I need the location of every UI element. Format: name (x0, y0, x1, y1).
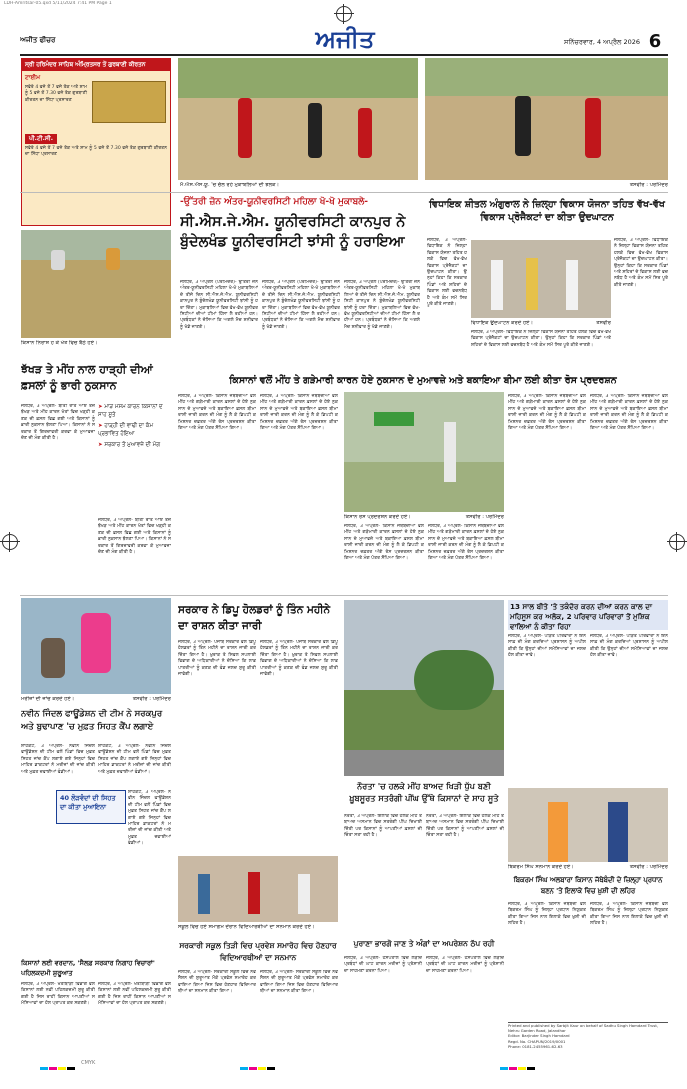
crop-bullet: ➤ ਹਾੜ੍ਹੀ ਦੀ ਵਾਢੀ ਦਾ ਕੰਮ ਪ੍ਰਭਾਵਿਤ ਹੋਇਆ (98, 423, 154, 437)
kabaddi-kicker: -ਉੱਤਰੀ ਜ਼ੋਨ ਅੰਤਰ-ਯੂਨੀਵਰਸਿਟੀ ਮਹਿਲਾ ਖੋ-ਖੋ ਮੁਕਾਬਲੇ- (180, 197, 369, 207)
election-photo (508, 788, 668, 862)
crop-body-col1: ਜਲੰਧਰ, 3 ਅਪ੍ਰੈਲ- ਬੀਤੀ ਰਾਤ ਆਏ ਤੇਜ਼ ਝੱਖੜ ਅਤੇ ਮੀਂਹ ਕਾਰਨ ਖੇਤਾਂ ਵਿਚ ਖੜ੍ਹੀ ਕਣਕ ਦੀ ਫ਼ਸਲ ਵਿਛ ਗਈ ਅਤੇ ਕਿਸਾਨਾਂ ਨੂੰ ਭਾਰੀ ਨੁਕਸਾਨ ਝੱਲਣਾ ਪਿਆ। ਕਿਸਾਨਾਂ ਨੇ ਸਰਕਾਰ ਤੋਂ ਗਿਰਦਾਵਰੀ ਕਰਵਾ ਕੇ ਮੁਆਵਜ਼ਾ ਦੇਣ ਦੀ ਮੰਗ ਕੀਤੀ ਹੈ। (21, 404, 95, 442)
mla-photo (471, 240, 611, 318)
color-bar-right (500, 1060, 600, 1070)
imprint-line: Phone: 0181-2455961-62-63 (508, 1043, 563, 1049)
health-body-col2: ਸ਼ਾਹਕੋਟ, 3 ਅਪ੍ਰੈਲ- ਨਵੀਨ ਜਿੰਦਲ ਫਾਊਂਡੇਸ਼ਨ ਦੀ ਟੀਮ ਵਲੋਂ ਪਿੰਡਾਂ ਵਿਚ ਮੁਫ਼ਤ ਸਿਹਤ ਜਾਂਚ ਕੈਂਪ ਲਗਾਏ ਗਏ ਜਿਨ੍ਹਾਂ ਵਿਚ ਮਾਹਿਰ ਡਾਕਟਰਾਂ ਨੇ ਮਰੀਜ਼ਾਂ ਦੀ ਜਾਂਚ ਕੀਤੀ ਅਤੇ ਮੁਫ਼ਤ ਦਵਾਈਆਂ ਵੰਡੀਆਂ। (98, 744, 171, 775)
kabaddi-body-col3: ਜਲੰਧਰ, 3 ਅਪ੍ਰੈਲ (ਪਰਮਿੰਦਰ)- ਉੱਤਰੀ ਜ਼ੋਨ ਅੰਤਰ-ਯੂਨੀਵਰਸਿਟੀ ਮਹਿਲਾ ਖੋ-ਖੋ ਮੁਕਾਬਲਿਆਂ ਦੇ ਤੀਜੇ ਦਿਨ ਸੀ.ਐਸ.ਜੇ.ਐਮ. ਯੂਨੀਵਰਸਿਟੀ ਕਾਨਪੁਰ ਨੇ ਬੁੰਦੇਲਖੰਡ ਯੂਨੀਵਰਸਿਟੀ ਝਾਂਸੀ ਨੂੰ ਹਰਾ ਦਿੱਤਾ। ਮੁਕਾਬਲਿਆਂ ਵਿਚ ਵੱਖ-ਵੱਖ ਯੂਨੀਵਰਸਿਟੀਆਂ ਦੀਆਂ ਟੀਮਾਂ ਹਿੱਸਾ ਲੈ ਰਹੀਆਂ ਹਨ। ਪ੍ਰਬੰਧਕਾਂ ਨੇ ਦੱਸਿਆ ਕਿ ਅਗਲੇ ਮੈਚ ਸ਼ਨੀਵਾਰ ਨੂੰ ਖੇਡੇ ਜਾਣਗੇ। (344, 280, 420, 330)
health-box: 40 ਲੋੜਵੰਦਾਂ ਦੀ ਸਿਹਤ ਦਾ ਕੀਤਾ ਮੁਆਇਨਾ (56, 790, 126, 824)
election-body-col2: ਜਲੰਧਰ, 3 ਅਪ੍ਰੈਲ- ਕਿਸਾਨ ਜਥੇਬੰਦੀ ਵਲੋਂ ਬਿਕਰਮ ਸਿੰਘ ਨੂੰ ਜ਼ਿਲ੍ਹਾ ਪ੍ਰਧਾਨ ਨਿਯੁਕਤ ਕੀਤਾ ਗਿਆ ਜਿਸ ਨਾਲ ਇਲਾਕੇ ਵਿਚ ਖ਼ੁਸ਼ੀ ਦੀ ਲਹਿਰ ਹੈ। (590, 902, 668, 927)
protest-body-col6: ਜਲੰਧਰ, 3 ਅਪ੍ਰੈਲ- ਕਿਸਾਨ ਜਥੇਬੰਦੀਆਂ ਵਲੋਂ ਮੀਂਹ ਅਤੇ ਗੜੇਮਾਰੀ ਕਾਰਨ ਫ਼ਸਲਾਂ ਦੇ ਹੋਏ ਨੁਕਸਾਨ ਦੇ ਮੁਆਵਜ਼ੇ ਅਤੇ ਬਕਾਇਆ ਫ਼ਸਲ ਬੀਮਾ ਰਾਸ਼ੀ ਜਾਰੀ ਕਰਨ ਦੀ ਮੰਗ ਨੂੰ ਲੈ ਕੇ ਡਿਪਟੀ ਕਮਿਸ਼ਨਰ ਦਫ਼ਤਰ ਅੱਗੇ ਰੋਸ ਪ੍ਰਦਰਸ਼ਨ ਕੀਤਾ ਗਿਆ ਅਤੇ ਮੰਗ ਪੱਤਰ ਸੌਂਪਿਆ ਗਿਆ। (590, 394, 668, 432)
registration-mark-icon (336, 6, 352, 22)
crop-bullets (98, 404, 171, 514)
kisan-headline: ਕਿਸਾਨਾਂ ਲਈ ਵਰਦਾਨ, 'ਸੈਲਫ਼ ਸਰਕਾਰ ਨਿਗਾਹ ਵਿਚਾਰਾਂ' ਪਹਿਲਕਦਮੀ ਸ਼ੁਰੂਆਤ (21, 959, 155, 977)
protest-body-col3: ਜਲੰਧਰ, 3 ਅਪ੍ਰੈਲ- ਕਿਸਾਨ ਜਥੇਬੰਦੀਆਂ ਵਲੋਂ ਮੀਂਹ ਅਤੇ ਗੜੇਮਾਰੀ ਕਾਰਨ ਫ਼ਸਲਾਂ ਦੇ ਹੋਏ ਨੁਕਸਾਨ ਦੇ ਮੁਆਵਜ਼ੇ ਅਤੇ ਬਕਾਇਆ ਫ਼ਸਲ ਬੀਮਾ ਰਾਸ਼ੀ ਜਾਰੀ ਕਰਨ ਦੀ ਮੰਗ ਨੂੰ ਲੈ ਕੇ ਡਿਪਟੀ ਕਮਿਸ਼ਨਰ ਦਫ਼ਤਰ ਅੱਗੇ ਰੋਸ ਪ੍ਰਦਰਸ਼ਨ ਕੀਤਾ ਗਿਆ ਅਤੇ ਮੰਗ ਪੱਤਰ ਸੌਂਪਿਆ ਗਿਆ। (344, 524, 424, 562)
color-bar-center (240, 1060, 340, 1070)
issue-date: ਸਨਿੱਚਰਵਾਰ, 4 ਅਪ੍ਰੈਲ 2026 (563, 38, 640, 46)
kabaddi-caption: ਮੈ.ਐਸ.ਐਸ.ਯੂ. 'ਚ ਚੱਲ ਰਹੇ ਮੁਕਾਬਲਿਆਂ ਦੀ ਝਲਕ। (180, 182, 280, 188)
imprint (508, 1022, 668, 1052)
hospital-body-col2: ਜਲੰਧਰ, 3 ਅਪ੍ਰੈਲ- ਹਸਪਤਾਲ ਵਿਚ ਲੋੜੀਂਦੇ ਪ੍ਰਬੰਧਾਂ ਦੀ ਘਾਟ ਕਾਰਨ ਮਰੀਜ਼ਾਂ ਨੂੰ ਪ੍ਰੇਸ਼ਾਨੀ ਦਾ ਸਾਹਮਣਾ ਕਰਨਾ ਪਿਆ। (426, 956, 504, 974)
protest-caption: ਕਿਸਾਨ ਰੋਸ ਪ੍ਰਦਰਸ਼ਨ ਕਰਦੇ ਹੋਏ। (344, 514, 411, 520)
crop-caption: ਕਿਸਾਨ ਨਿਰਾਸ਼ ਹੋ ਕੇ ਖੇਤ ਵਿਚ ਬੈਠੇ ਹੋਏ। (21, 340, 98, 346)
divider (20, 192, 668, 193)
health-headline: ਨਵੀਨ ਜਿੰਦਲ ਫਾਊਂਡੇਸ਼ਨ ਦੀ ਟੀਮ ਨੇ ਸਰਕਪੁਰ ਅਤੇ ਬੁਢਾਪਾਣ 'ਚ ਮੁਫ਼ਤ ਸਿਹਤ ਕੈਂਪ ਲਗਾਏ (21, 709, 163, 732)
crop-bullet: ➤ ਸਰਕਾਰ ਤੋਂ ਮੁਆਵਜ਼ੇ ਦੀ ਮੰਗ (98, 442, 161, 448)
election-caption: ਬਿਕਰਮ ਸਿੰਘ ਸਨਮਾਨ ਕਰਦੇ ਹੋਏ। (508, 864, 574, 870)
schedule-channel: ਪੀ.ਟੀ.ਸੀ. (25, 134, 57, 144)
kabaddi-credit: ਤਸਵੀਰ : ਪਰਮਿੰਦਰ (629, 182, 668, 188)
mla-body-col1: ਜਲੰਧਰ, 3 ਅਪ੍ਰੈਲ- ਵਿਧਾਇਕ ਨੇ ਜ਼ਿਲ੍ਹਾ ਵਿਕਾਸ ਯੋਜਨਾ ਤਹਿਤ ਹਲਕੇ ਵਿਚ ਵੱਖ-ਵੱਖ ਵਿਕਾਸ ਪ੍ਰੋਜੈਕਟਾਂ ਦਾ ਉਦਘਾਟਨ ਕੀਤਾ। ਉਨ੍ਹਾਂ ਕਿਹਾ ਕਿ ਸਰਕਾਰ ਪਿੰਡਾਂ ਅਤੇ ਸ਼ਹਿਰਾਂ ਦੇ ਵਿਕਾਸ ਲਈ ਵਚਨਬੱਧ ਹੈ ਅਤੇ ਕੰਮ ਸਮੇਂ ਸਿਰ ਪੂਰੇ ਕੀਤੇ ਜਾਣਗੇ। (427, 238, 467, 308)
print-slug: LDH-Amritsar-05.qxd 5/11/2024 7:41 PM Page 1 (4, 1, 112, 6)
crop-photo (21, 230, 171, 338)
health-photo (21, 598, 171, 694)
crop-headline: ਝੱਖੜ ਤੇ ਮੀਂਹ ਨਾਲ ਹਾੜ੍ਹੀ ਦੀਆਂ ਫ਼ਸਲਾਂ ਨੂੰ ਭਾਰੀ ਨੁਕਸਾਨ (21, 363, 153, 392)
schedule-subtitle: ਟਾਈਮ (25, 74, 41, 81)
imprint-line: Printed and published by Sarbjit Kaur on behalf of Sadhu Singh Hamdard Trust, Nehru Garden Road, Jalandhar (508, 1023, 659, 1034)
protest-credit: ਤਸਵੀਰ : ਪਰਮਿੰਦਰ (465, 514, 504, 520)
school-headline: ਸਰਕਾਰੀ ਸਕੂਲ ਤਿੜੀ ਵਿਚ ਪ੍ਰਵੇਸ਼ ਸਮਾਰੋਹ ਵਿਚ ਹੋਣਹਾਰ ਵਿਦਿਆਰਥੀਆਂ ਦਾ ਸਨਮਾਨ (179, 941, 337, 962)
election-body-col1: ਜਲੰਧਰ, 3 ਅਪ੍ਰੈਲ- ਕਿਸਾਨ ਜਥੇਬੰਦੀ ਵਲੋਂ ਬਿਕਰਮ ਸਿੰਘ ਨੂੰ ਜ਼ਿਲ੍ਹਾ ਪ੍ਰਧਾਨ ਨਿਯੁਕਤ ਕੀਤਾ ਗਿਆ ਜਿਸ ਨਾਲ ਇਲਾਕੇ ਵਿਚ ਖ਼ੁਸ਼ੀ ਦੀ ਲਹਿਰ ਹੈ। (508, 902, 586, 927)
weather-body-col1: ਨੌਰਤਾ, 3 ਅਪ੍ਰੈਲ- ਇਲਾਕੇ ਵਿਚ ਹਲਕੇ ਮੀਂਹ ਤੋਂ ਬਾਅਦ ਅਸਮਾਨ ਵਿਚ ਸਤਰੰਗੀ ਪੀਂਘ ਦਿਖਾਈ ਦਿੱਤੀ ਪਰ ਕਿਸਾਨਾਂ ਨੂੰ ਆਪਣੀਆਂ ਫ਼ਸਲਾਂ ਦੀ ਚਿੰਤਾ ਸਤਾ ਰਹੀ ਹੈ। (344, 814, 422, 839)
health-caption: ਮਰੀਜ਼ਾਂ ਦੀ ਜਾਂਚ ਕਰਦੇ ਹੋਏ। (21, 696, 75, 702)
imprint-line: Regd. No. CHAPUN/2019/0001 (508, 1038, 566, 1044)
families-body-col1: ਜਲੰਧਰ, 3 ਅਪ੍ਰੈਲ- ਪੀੜਤ ਪਰਿਵਾਰਾਂ ਨੇ ਇਨਸਾਫ਼ ਦੀ ਮੰਗ ਕਰਦਿਆਂ ਪ੍ਰਸ਼ਾਸਨ ਨੂੰ ਅਪੀਲ ਕੀਤੀ ਕਿ ਉਨ੍ਹਾਂ ਦੀਆਂ ਸਮੱਸਿਆਵਾਂ ਦਾ ਜਲਦ ਹੱਲ ਕੀਤਾ ਜਾਵੇ। (508, 634, 586, 659)
divider (20, 595, 668, 596)
registration-mark-icon (2, 534, 18, 550)
weather-body-col2: ਨੌਰਤਾ, 3 ਅਪ੍ਰੈਲ- ਇਲਾਕੇ ਵਿਚ ਹਲਕੇ ਮੀਂਹ ਤੋਂ ਬਾਅਦ ਅਸਮਾਨ ਵਿਚ ਸਤਰੰਗੀ ਪੀਂਘ ਦਿਖਾਈ ਦਿੱਤੀ ਪਰ ਕਿਸਾਨਾਂ ਨੂੰ ਆਪਣੀਆਂ ਫ਼ਸਲਾਂ ਦੀ ਚਿੰਤਾ ਸਤਾ ਰਹੀ ਹੈ। (426, 814, 504, 839)
school-caption: ਸਕੂਲ ਵਿਚ ਹੋਏ ਸਮਾਗਮ ਦੌਰਾਨ ਵਿਦਿਆਰਥੀਆਂ ਦਾ ਸਨਮਾਨ ਕਰਦੇ ਹੋਏ। (178, 924, 315, 930)
election-headline: ਬਿਕਰਮ ਸਿੰਘ ਅਲਬਾਰਾ ਕਿਸਾਨ ਜੱਥੇਬੰਦੀ ਦੇ ਜ਼ਿਲ੍ਹਾ ਪ੍ਰਧਾਨ ਬਣਨ 'ਤੇ ਇਲਾਕੇ ਵਿਚ ਖ਼ੁਸ਼ੀ ਦੀ ਲਹਿਰ (513, 876, 663, 895)
section-label: ਅਜੀਤ ਫੀਚਰ (20, 36, 56, 44)
schedule-text-2: ਸਵੇਰੇ 4 ਵਜੇ ਤੋਂ 7 ਵਜੇ ਤੱਕ ਅਤੇ ਸ਼ਾਮ ਨੂੰ 5 ਵਜੇ ਤੋਂ 7.30 ਵਜੇ ਤੱਕ ਗੁਰਬਾਣੀ ਕੀਰਤਨ ਦਾ ਸਿੱਧਾ ਪ੍ਰਸਾਰਣ (25, 146, 167, 158)
hospital-headline: ਪੁਰਾਣਾ ਭਾਰਗੋ ਜਾਣ ਤੇ ਅੰਗਾਂ ਦਾ ਅਪਰੇਸ਼ਨ ਠੱਪ ਰਹੀ (353, 939, 495, 948)
mla-caption: ਵਿਧਾਇਕ ਉਦਘਾਟਨ ਕਰਦੇ ਹੋਏ। (471, 320, 534, 326)
weather-headline: ਨੌਰਤਾ 'ਚ ਹਲਕੇ ਮੀਂਹ ਬਾਅਦ ਖਿੜੀ ਧੁੱਪ ਬਣੀ ਖ਼ੂਬਸੂਰਤ ਸਤਰੰਗੀ ਪੀਂਘ ਉੱਥੇ ਕਿਸਾਨਾਂ ਦੇ ਸਾਹ ਸੂਤੇ (349, 781, 499, 803)
health-body-col3: ਸ਼ਾਹਕੋਟ, 3 ਅਪ੍ਰੈਲ- ਨਵੀਨ ਜਿੰਦਲ ਫਾਊਂਡੇਸ਼ਨ ਦੀ ਟੀਮ ਵਲੋਂ ਪਿੰਡਾਂ ਵਿਚ ਮੁਫ਼ਤ ਸਿਹਤ ਜਾਂਚ ਕੈਂਪ ਲਗਾਏ ਗਏ ਜਿਨ੍ਹਾਂ ਵਿਚ ਮਾਹਿਰ ਡਾਕਟਰਾਂ ਨੇ ਮਰੀਜ਼ਾਂ ਦੀ ਜਾਂਚ ਕੀਤੀ ਅਤੇ ਮੁਫ਼ਤ ਦਵਾਈਆਂ ਵੰਡੀਆਂ। (128, 790, 171, 847)
ration-headline: ਸਰਕਾਰ ਨੇ ਡਿਪੂ ਹੋਲਡਰਾਂ ਨੂੰ ਤਿੰਨ ਮਹੀਨੇ ਦਾ ਰਾਸ਼ਨ ਕੀਤਾ ਜਾਰੀ (178, 604, 331, 632)
schedule-text: ਸਵੇਰੇ 4 ਵਜੇ ਤੋਂ 7 ਵਜੇ ਤੱਕ ਅਤੇ ਸ਼ਾਮ ਨੂੰ 5 ਵਜੇ ਤੋਂ 7.30 ਵਜੇ ਤੱਕ ਗੁਰਬਾਣੀ ਕੀਰਤਨ ਦਾ ਸਿੱਧਾ ਪ੍ਰਸਾਰਣ (25, 85, 87, 103)
kisan-body-col1: ਜਲੰਧਰ, 3 ਅਪ੍ਰੈਲ- ਖੇਤੀਬਾੜੀ ਵਿਭਾਗ ਵਲੋਂ ਕਿਸਾਨਾਂ ਲਈ ਨਵੀਂ ਪਹਿਲਕਦਮੀ ਸ਼ੁਰੂ ਕੀਤੀ ਗਈ ਹੈ ਜਿਸ ਰਾਹੀਂ ਕਿਸਾਨ ਆਪਣੀਆਂ ਸਮੱਸਿਆਵਾਂ ਦਾ ਹੱਲ ਪ੍ਰਾਪਤ ਕਰ ਸਕਣਗੇ। (21, 982, 95, 1007)
protest-body-col1: ਜਲੰਧਰ, 3 ਅਪ੍ਰੈਲ- ਕਿਸਾਨ ਜਥੇਬੰਦੀਆਂ ਵਲੋਂ ਮੀਂਹ ਅਤੇ ਗੜੇਮਾਰੀ ਕਾਰਨ ਫ਼ਸਲਾਂ ਦੇ ਹੋਏ ਨੁਕਸਾਨ ਦੇ ਮੁਆਵਜ਼ੇ ਅਤੇ ਬਕਾਇਆ ਫ਼ਸਲ ਬੀਮਾ ਰਾਸ਼ੀ ਜਾਰੀ ਕਰਨ ਦੀ ਮੰਗ ਨੂੰ ਲੈ ਕੇ ਡਿਪਟੀ ਕਮਿਸ਼ਨਰ ਦਫ਼ਤਰ ਅੱਗੇ ਰੋਸ ਪ੍ਰਦਰਸ਼ਨ ਕੀਤਾ ਗਿਆ ਅਤੇ ਮੰਗ ਪੱਤਰ ਸੌਂਪਿਆ ਗਿਆ। (178, 394, 256, 432)
health-body-col1: ਸ਼ਾਹਕੋਟ, 3 ਅਪ੍ਰੈਲ- ਨਵੀਨ ਜਿੰਦਲ ਫਾਊਂਡੇਸ਼ਨ ਦੀ ਟੀਮ ਵਲੋਂ ਪਿੰਡਾਂ ਵਿਚ ਮੁਫ਼ਤ ਸਿਹਤ ਜਾਂਚ ਕੈਂਪ ਲਗਾਏ ਗਏ ਜਿਨ੍ਹਾਂ ਵਿਚ ਮਾਹਿਰ ਡਾਕਟਰਾਂ ਨੇ ਮਰੀਜ਼ਾਂ ਦੀ ਜਾਂਚ ਕੀਤੀ ਅਤੇ ਮੁਫ਼ਤ ਦਵਾਈਆਂ ਵੰਡੀਆਂ। (21, 744, 95, 775)
ration-body-col2: ਜਲੰਧਰ, 3 ਅਪ੍ਰੈਲ- ਪੰਜਾਬ ਸਰਕਾਰ ਵਲੋਂ ਡਿਪੂ ਹੋਲਡਰਾਂ ਨੂੰ ਤਿੰਨ ਮਹੀਨੇ ਦਾ ਰਾਸ਼ਨ ਜਾਰੀ ਕਰ ਦਿੱਤਾ ਗਿਆ ਹੈ। ਖ਼ੁਰਾਕ ਤੇ ਸਿਵਲ ਸਪਲਾਈ ਵਿਭਾਗ ਦੇ ਅਧਿਕਾਰੀਆਂ ਨੇ ਦੱਸਿਆ ਕਿ ਲਾਭਪਾਤਰੀਆਂ ਨੂੰ ਕਣਕ ਦੀ ਵੰਡ ਜਲਦ ਸ਼ੁਰੂ ਕੀਤੀ ਜਾਵੇਗੀ। (260, 640, 338, 678)
kisan-body-col2: ਜਲੰਧਰ, 3 ਅਪ੍ਰੈਲ- ਖੇਤੀਬਾੜੀ ਵਿਭਾਗ ਵਲੋਂ ਕਿਸਾਨਾਂ ਲਈ ਨਵੀਂ ਪਹਿਲਕਦਮੀ ਸ਼ੁਰੂ ਕੀਤੀ ਗਈ ਹੈ ਜਿਸ ਰਾਹੀਂ ਕਿਸਾਨ ਆਪਣੀਆਂ ਸਮੱਸਿਆਵਾਂ ਦਾ ਹੱਲ ਪ੍ਰਾਪਤ ਕਰ ਸਕਣਗੇ। (98, 982, 171, 1007)
mla-body-col3: ਜਲੰਧਰ, 3 ਅਪ੍ਰੈਲ- ਵਿਧਾਇਕ ਨੇ ਜ਼ਿਲ੍ਹਾ ਵਿਕਾਸ ਯੋਜਨਾ ਤਹਿਤ ਹਲਕੇ ਵਿਚ ਵੱਖ-ਵੱਖ ਵਿਕਾਸ ਪ੍ਰੋਜੈਕਟਾਂ ਦਾ ਉਦਘਾਟਨ ਕੀਤਾ। ਉਨ੍ਹਾਂ ਕਿਹਾ ਕਿ ਸਰਕਾਰ ਪਿੰਡਾਂ ਅਤੇ ਸ਼ਹਿਰਾਂ ਦੇ ਵਿਕਾਸ ਲਈ ਵਚਨਬੱਧ ਹੈ ਅਤੇ ਕੰਮ ਸਮੇਂ ਸਿਰ ਪੂਰੇ ਕੀਤੇ ਜਾਣਗੇ। (614, 238, 668, 288)
kabaddi-photo-right (425, 58, 668, 180)
schedule-box (21, 58, 171, 226)
families-headline: 13 ਸਾਲ ਬੀਤੇ 'ਤੇ ਤਕੰਦੋਰ ਕਰਨ ਦੀਆਂ ਕਰਨ ਕਾਲ ਦਾ ਮਹਿਸੂਸ ਕਰ ਅਲੋਕ, 2 ਪਰਿਵਾਰ ਪਰਿਵਾਰਾਂ ਤੋਂ ਮੁਸ਼ਿਕ ਵਾਲਿਆਂ ਨੂੰ ਕੀਤਾ ਰਿਹਾ (508, 600, 668, 630)
schedule-title: ਸ੍ਰੀ ਹਰਿਮੰਦਰ ਸਾਹਿਬ ਅੰਮ੍ਰਿਤਸਰ ਤੋਂ ਗੁਰਬਾਣੀ ਕੀਰਤਨ (22, 59, 170, 71)
school-body-col2: ਜਲੰਧਰ, 3 ਅਪ੍ਰੈਲ- ਸਰਕਾਰੀ ਸਕੂਲ ਵਿਚ ਨਵੇਂ ਸੈਸ਼ਨ ਦੀ ਸ਼ੁਰੂਆਤ ਮੌਕੇ ਪ੍ਰਵੇਸ਼ ਸਮਾਰੋਹ ਕਰਵਾਇਆ ਗਿਆ ਜਿਸ ਵਿਚ ਹੋਣਹਾਰ ਵਿਦਿਆਰਥੀਆਂ ਦਾ ਸਨਮਾਨ ਕੀਤਾ ਗਿਆ। (260, 970, 338, 995)
election-credit: ਤਸਵੀਰ : ਪਰਮਿੰਦਰ (629, 864, 668, 870)
crop-bullet: ➤ ਮਾੜੇ ਮੌਸਮ ਕਾਰਨ ਕਿਸਾਨਾਂ ਦੇ ਸਾਹ ਸੂਤੇ (98, 404, 163, 418)
protest-body-col5: ਜਲੰਧਰ, 3 ਅਪ੍ਰੈਲ- ਕਿਸਾਨ ਜਥੇਬੰਦੀਆਂ ਵਲੋਂ ਮੀਂਹ ਅਤੇ ਗੜੇਮਾਰੀ ਕਾਰਨ ਫ਼ਸਲਾਂ ਦੇ ਹੋਏ ਨੁਕਸਾਨ ਦੇ ਮੁਆਵਜ਼ੇ ਅਤੇ ਬਕਾਇਆ ਫ਼ਸਲ ਬੀਮਾ ਰਾਸ਼ੀ ਜਾਰੀ ਕਰਨ ਦੀ ਮੰਗ ਨੂੰ ਲੈ ਕੇ ਡਿਪਟੀ ਕਮਿਸ਼ਨਰ ਦਫ਼ਤਰ ਅੱਗੇ ਰੋਸ ਪ੍ਰਦਰਸ਼ਨ ਕੀਤਾ ਗਿਆ ਅਤੇ ਮੰਗ ਪੱਤਰ ਸੌਂਪਿਆ ਗਿਆ। (508, 394, 586, 432)
masthead: ਅਜੀਤ (315, 25, 375, 53)
protest-headline: ਕਿਸਾਨਾਂ ਵਲੋਂ ਮੀਂਹ ਤੇ ਗੜੇਮਾਰੀ ਕਾਰਨ ਹੋਏ ਨੁਕਸਾਨ ਦੇ ਮੁਆਵਜ਼ੇ ਅਤੇ ਬਕਾਇਆ ਬੀਮਾ ਲਈ ਕੀਤਾ ਰੋਸ ਪ੍ਰਦਰਸ਼ਨ (229, 375, 617, 386)
health-credit: ਤਸਵੀਰ : ਪਰਮਿੰਦਰ (132, 696, 171, 702)
ration-body-col1: ਜਲੰਧਰ, 3 ਅਪ੍ਰੈਲ- ਪੰਜਾਬ ਸਰਕਾਰ ਵਲੋਂ ਡਿਪੂ ਹੋਲਡਰਾਂ ਨੂੰ ਤਿੰਨ ਮਹੀਨੇ ਦਾ ਰਾਸ਼ਨ ਜਾਰੀ ਕਰ ਦਿੱਤਾ ਗਿਆ ਹੈ। ਖ਼ੁਰਾਕ ਤੇ ਸਿਵਲ ਸਪਲਾਈ ਵਿਭਾਗ ਦੇ ਅਧਿਕਾਰੀਆਂ ਨੇ ਦੱਸਿਆ ਕਿ ਲਾਭਪਾਤਰੀਆਂ ਨੂੰ ਕਣਕ ਦੀ ਵੰਡ ਜਲਦ ਸ਼ੁਰੂ ਕੀਤੀ ਜਾਵੇਗੀ। (178, 640, 256, 678)
mla-credit: ਤਸਵੀਰ (596, 320, 611, 326)
school-body-col1: ਜਲੰਧਰ, 3 ਅਪ੍ਰੈਲ- ਸਰਕਾਰੀ ਸਕੂਲ ਵਿਚ ਨਵੇਂ ਸੈਸ਼ਨ ਦੀ ਸ਼ੁਰੂਆਤ ਮੌਕੇ ਪ੍ਰਵੇਸ਼ ਸਮਾਰੋਹ ਕਰਵਾਇਆ ਗਿਆ ਜਿਸ ਵਿਚ ਹੋਣਹਾਰ ਵਿਦਿਆਰਥੀਆਂ ਦਾ ਸਨਮਾਨ ਕੀਤਾ ਗਿਆ। (178, 970, 256, 995)
families-body-col2: ਜਲੰਧਰ, 3 ਅਪ੍ਰੈਲ- ਪੀੜਤ ਪਰਿਵਾਰਾਂ ਨੇ ਇਨਸਾਫ਼ ਦੀ ਮੰਗ ਕਰਦਿਆਂ ਪ੍ਰਸ਼ਾਸਨ ਨੂੰ ਅਪੀਲ ਕੀਤੀ ਕਿ ਉਨ੍ਹਾਂ ਦੀਆਂ ਸਮੱਸਿਆਵਾਂ ਦਾ ਜਲਦ ਹੱਲ ਕੀਤਾ ਜਾਵੇ। (590, 634, 668, 659)
crop-body-col2: ਜਲੰਧਰ, 3 ਅਪ੍ਰੈਲ- ਬੀਤੀ ਰਾਤ ਆਏ ਤੇਜ਼ ਝੱਖੜ ਅਤੇ ਮੀਂਹ ਕਾਰਨ ਖੇਤਾਂ ਵਿਚ ਖੜ੍ਹੀ ਕਣਕ ਦੀ ਫ਼ਸਲ ਵਿਛ ਗਈ ਅਤੇ ਕਿਸਾਨਾਂ ਨੂੰ ਭਾਰੀ ਨੁਕਸਾਨ ਝੱਲਣਾ ਪਿਆ। ਕਿਸਾਨਾਂ ਨੇ ਸਰਕਾਰ ਤੋਂ ਗਿਰਦਾਵਰੀ ਕਰਵਾ ਕੇ ਮੁਆਵਜ਼ਾ ਦੇਣ ਦੀ ਮੰਗ ਕੀਤੀ ਹੈ। (98, 518, 171, 556)
school-photo (178, 856, 338, 922)
imprint-line: Editor: Barjinder Singh Hamdard (508, 1033, 570, 1039)
protest-photo (344, 392, 504, 512)
kabaddi-photo-left (178, 58, 418, 180)
mla-headline: ਵਿਧਾਇਕ ਸ਼ੀਤਲ ਅੰਗੁਰਾਲ ਨੇ ਜ਼ਿਲ੍ਹਾ ਵਿਕਾਸ ਯੋਜਨਾ ਤਹਿਤ ਵੱਖ-ਵੱਖ ਵਿਕਾਸ ਪ੍ਰੋਜੈਕਟਾਂ ਦਾ ਕੀਤਾ ਉਦਘਾਟਨ (429, 199, 665, 223)
protest-body-col2: ਜਲੰਧਰ, 3 ਅਪ੍ਰੈਲ- ਕਿਸਾਨ ਜਥੇਬੰਦੀਆਂ ਵਲੋਂ ਮੀਂਹ ਅਤੇ ਗੜੇਮਾਰੀ ਕਾਰਨ ਫ਼ਸਲਾਂ ਦੇ ਹੋਏ ਨੁਕਸਾਨ ਦੇ ਮੁਆਵਜ਼ੇ ਅਤੇ ਬਕਾਇਆ ਫ਼ਸਲ ਬੀਮਾ ਰਾਸ਼ੀ ਜਾਰੀ ਕਰਨ ਦੀ ਮੰਗ ਨੂੰ ਲੈ ਕੇ ਡਿਪਟੀ ਕਮਿਸ਼ਨਰ ਦਫ਼ਤਰ ਅੱਗੇ ਰੋਸ ਪ੍ਰਦਰਸ਼ਨ ਕੀਤਾ ਗਿਆ ਅਤੇ ਮੰਗ ਪੱਤਰ ਸੌਂਪਿਆ ਗਿਆ। (260, 394, 338, 432)
header-rule (20, 54, 668, 56)
hospital-body-col1: ਜਲੰਧਰ, 3 ਅਪ੍ਰੈਲ- ਹਸਪਤਾਲ ਵਿਚ ਲੋੜੀਂਦੇ ਪ੍ਰਬੰਧਾਂ ਦੀ ਘਾਟ ਕਾਰਨ ਮਰੀਜ਼ਾਂ ਨੂੰ ਪ੍ਰੇਸ਼ਾਨੀ ਦਾ ਸਾਹਮਣਾ ਕਰਨਾ ਪਿਆ। (344, 956, 422, 974)
protest-body-col4: ਜਲੰਧਰ, 3 ਅਪ੍ਰੈਲ- ਕਿਸਾਨ ਜਥੇਬੰਦੀਆਂ ਵਲੋਂ ਮੀਂਹ ਅਤੇ ਗੜੇਮਾਰੀ ਕਾਰਨ ਫ਼ਸਲਾਂ ਦੇ ਹੋਏ ਨੁਕਸਾਨ ਦੇ ਮੁਆਵਜ਼ੇ ਅਤੇ ਬਕਾਇਆ ਫ਼ਸਲ ਬੀਮਾ ਰਾਸ਼ੀ ਜਾਰੀ ਕਰਨ ਦੀ ਮੰਗ ਨੂੰ ਲੈ ਕੇ ਡਿਪਟੀ ਕਮਿਸ਼ਨਰ ਦਫ਼ਤਰ ਅੱਗੇ ਰੋਸ ਪ੍ਰਦਰਸ਼ਨ ਕੀਤਾ ਗਿਆ ਅਤੇ ਮੰਗ ਪੱਤਰ ਸੌਂਪਿਆ ਗਿਆ। (428, 524, 504, 562)
kabaddi-headline: ਸੀ.ਐਸ.ਜੇ.ਐਮ. ਯੂਨੀਵਰਸਿਟੀ ਕਾਨਪੁਰ ਨੇ ਬੁੰਦੇਲਖੰਡ ਯੂਨੀਵਰਸਿਟੀ ਝਾਂਸੀ ਨੂੰ ਹਰਾਇਆ (180, 214, 406, 250)
registration-mark-icon (669, 534, 685, 550)
kabaddi-body-col1: ਜਲੰਧਰ, 3 ਅਪ੍ਰੈਲ (ਪਰਮਿੰਦਰ)- ਉੱਤਰੀ ਜ਼ੋਨ ਅੰਤਰ-ਯੂਨੀਵਰਸਿਟੀ ਮਹਿਲਾ ਖੋ-ਖੋ ਮੁਕਾਬਲਿਆਂ ਦੇ ਤੀਜੇ ਦਿਨ ਸੀ.ਐਸ.ਜੇ.ਐਮ. ਯੂਨੀਵਰਸਿਟੀ ਕਾਨਪੁਰ ਨੇ ਬੁੰਦੇਲਖੰਡ ਯੂਨੀਵਰਸਿਟੀ ਝਾਂਸੀ ਨੂੰ ਹਰਾ ਦਿੱਤਾ। ਮੁਕਾਬਲਿਆਂ ਵਿਚ ਵੱਖ-ਵੱਖ ਯੂਨੀਵਰਸਿਟੀਆਂ ਦੀਆਂ ਟੀਮਾਂ ਹਿੱਸਾ ਲੈ ਰਹੀਆਂ ਹਨ। ਪ੍ਰਬੰਧਕਾਂ ਨੇ ਦੱਸਿਆ ਕਿ ਅਗਲੇ ਮੈਚ ਸ਼ਨੀਵਾਰ ਨੂੰ ਖੇਡੇ ਜਾਣਗੇ। (180, 280, 258, 330)
kabaddi-body-col2: ਜਲੰਧਰ, 3 ਅਪ੍ਰੈਲ (ਪਰਮਿੰਦਰ)- ਉੱਤਰੀ ਜ਼ੋਨ ਅੰਤਰ-ਯੂਨੀਵਰਸਿਟੀ ਮਹਿਲਾ ਖੋ-ਖੋ ਮੁਕਾਬਲਿਆਂ ਦੇ ਤੀਜੇ ਦਿਨ ਸੀ.ਐਸ.ਜੇ.ਐਮ. ਯੂਨੀਵਰਸਿਟੀ ਕਾਨਪੁਰ ਨੇ ਬੁੰਦੇਲਖੰਡ ਯੂਨੀਵਰਸਿਟੀ ਝਾਂਸੀ ਨੂੰ ਹਰਾ ਦਿੱਤਾ। ਮੁਕਾਬਲਿਆਂ ਵਿਚ ਵੱਖ-ਵੱਖ ਯੂਨੀਵਰਸਿਟੀਆਂ ਦੀਆਂ ਟੀਮਾਂ ਹਿੱਸਾ ਲੈ ਰਹੀਆਂ ਹਨ। ਪ੍ਰਬੰਧਕਾਂ ਨੇ ਦੱਸਿਆ ਕਿ ਅਗਲੇ ਮੈਚ ਸ਼ਨੀਵਾਰ ਨੂੰ ਖੇਡੇ ਜਾਣਗੇ। (262, 280, 340, 330)
page-number: 6 (648, 31, 662, 52)
golden-temple-photo (92, 81, 166, 123)
color-bar (40, 1060, 240, 1070)
rainbow-photo (344, 600, 504, 776)
mla-body-col2: ਜਲੰਧਰ, 3 ਅਪ੍ਰੈਲ- ਵਿਧਾਇਕ ਨੇ ਜ਼ਿਲ੍ਹਾ ਵਿਕਾਸ ਯੋਜਨਾ ਤਹਿਤ ਹਲਕੇ ਵਿਚ ਵੱਖ-ਵੱਖ ਵਿਕਾਸ ਪ੍ਰੋਜੈਕਟਾਂ ਦਾ ਉਦਘਾਟਨ ਕੀਤਾ। ਉਨ੍ਹਾਂ ਕਿਹਾ ਕਿ ਸਰਕਾਰ ਪਿੰਡਾਂ ਅਤੇ ਸ਼ਹਿਰਾਂ ਦੇ ਵਿਕਾਸ ਲਈ ਵਚਨਬੱਧ ਹੈ ਅਤੇ ਕੰਮ ਸਮੇਂ ਸਿਰ ਪੂਰੇ ਕੀਤੇ ਜਾਣਗੇ। (471, 330, 611, 348)
footer-slug: CMYK (81, 1060, 96, 1066)
